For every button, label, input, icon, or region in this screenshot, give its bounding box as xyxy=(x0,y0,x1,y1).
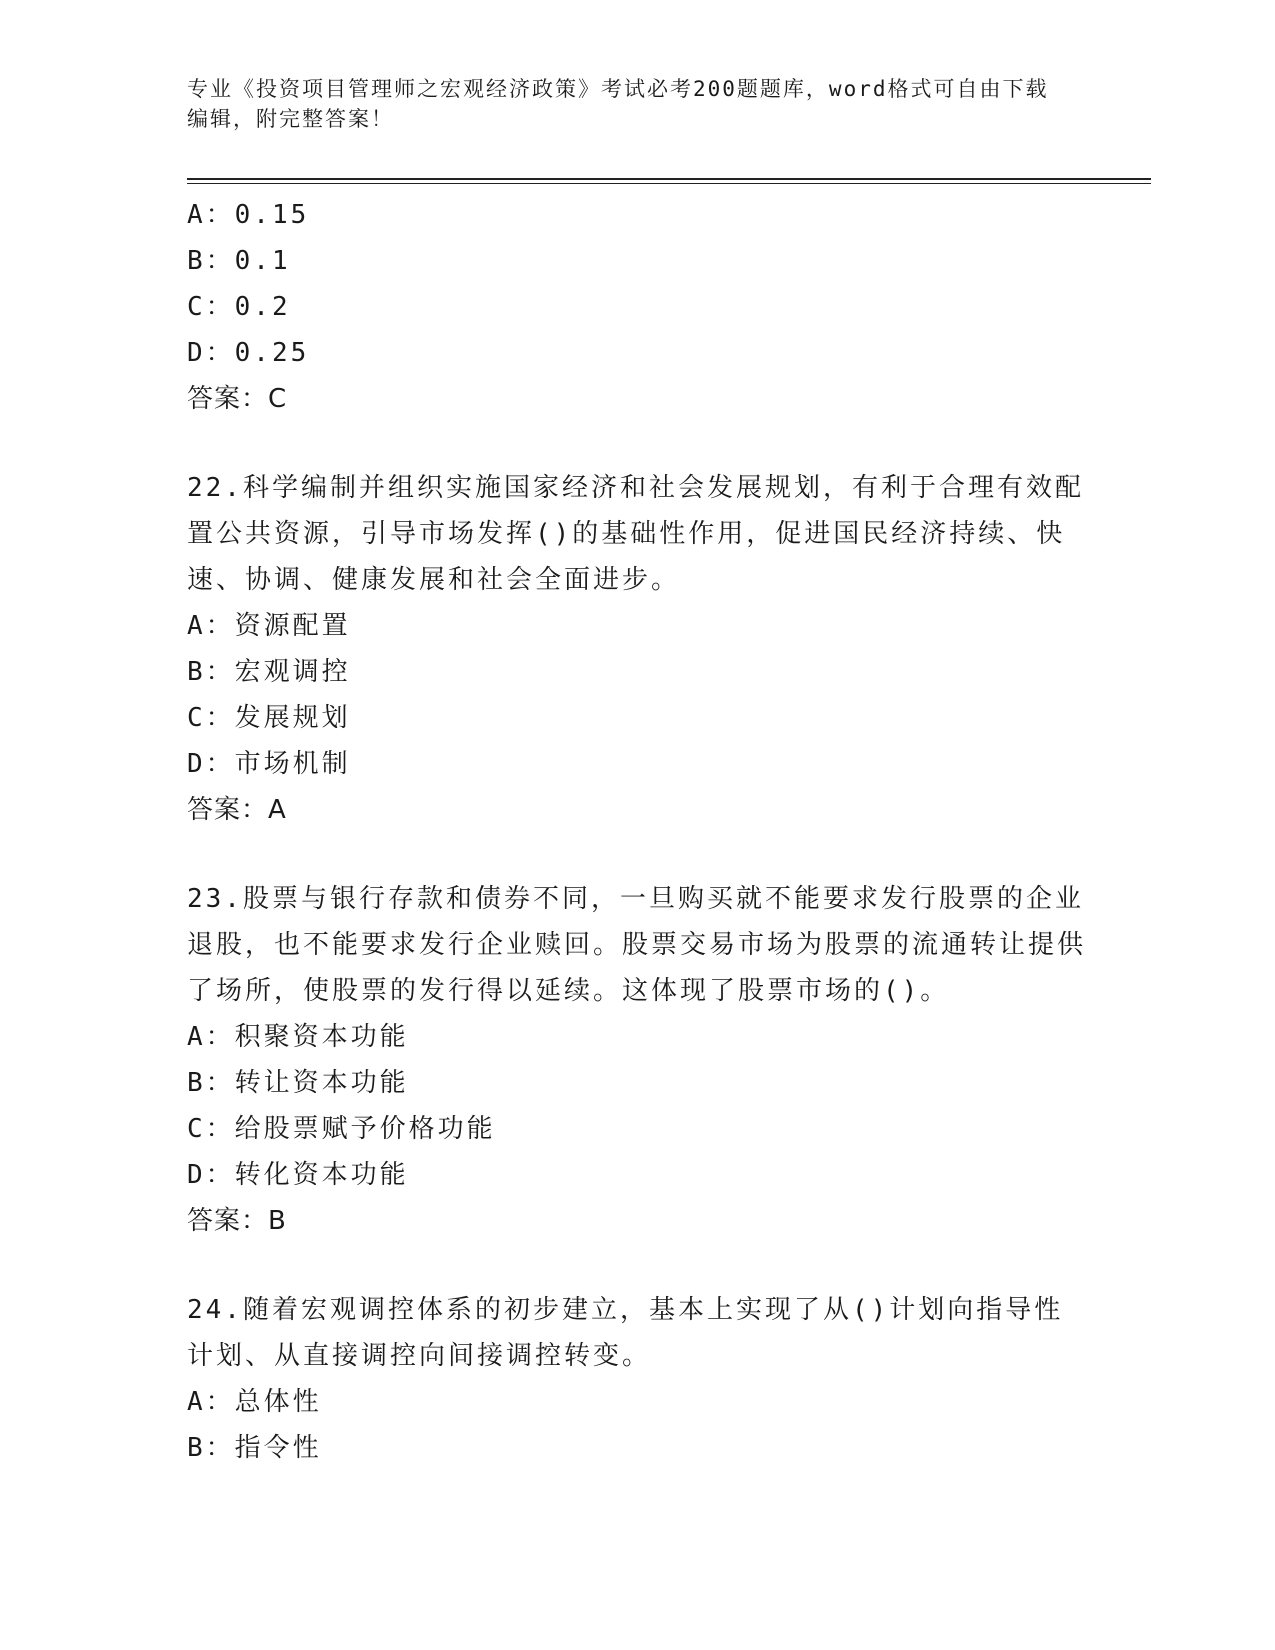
question-text: 22.科学编制并组织实施国家经济和社会发展规划，有利于合理有效配置公共资源，引导市场发挥()的基础性作用，促进国民经济持续、快速、协调、健康发展和社会全面进步。 xyxy=(187,473,1084,595)
option-c: C：0.2 xyxy=(187,292,291,322)
option-b: B：指令性 xyxy=(187,1433,322,1463)
question-23-block xyxy=(187,876,1087,1244)
question-22-block xyxy=(187,465,1087,833)
option-c: C：给股票赋予价格功能 xyxy=(187,1114,496,1144)
question-text: 23.股票与银行存款和债券不同，一旦购买就不能要求发行股票的企业退股，也不能要求发行企业赎回。股票交易市场为股票的流通转让提供了场所，使股票的发行得以延续。这体现了股票市场的()。 xyxy=(187,884,1087,1006)
option-d: D：0.25 xyxy=(187,338,310,368)
questions-content xyxy=(187,192,1087,1471)
option-d: D：市场机制 xyxy=(187,749,351,779)
option-a: A：0.15 xyxy=(187,200,310,230)
option-c: C：发展规划 xyxy=(187,703,351,733)
option-b: B：宏观调控 xyxy=(187,657,351,687)
option-d: D：转化资本功能 xyxy=(187,1160,409,1190)
option-b: B：0.1 xyxy=(187,246,291,276)
question-21-block xyxy=(187,192,1087,422)
answer-line: 答案：B xyxy=(187,1206,287,1236)
option-a: A：总体性 xyxy=(187,1387,322,1417)
page-header: 专业《投资项目管理师之宏观经济政策》考试必考200题题库，word格式可自由下载编辑，附完整答案！ xyxy=(187,77,1049,131)
option-a: A：资源配置 xyxy=(187,611,351,641)
question-text: 24.随着宏观调控体系的初步建立，基本上实现了从()计划向指导性计划、从直接调控向间接调控转变。 xyxy=(187,1295,1064,1371)
option-a: A：积聚资本功能 xyxy=(187,1022,409,1052)
answer-line: 答案：C xyxy=(187,384,288,414)
question-24-block xyxy=(187,1287,1087,1471)
header-rule-thick xyxy=(187,178,1151,180)
answer-line: 答案：A xyxy=(187,795,287,825)
header-rule-thin xyxy=(187,183,1151,184)
option-b: B：转让资本功能 xyxy=(187,1068,409,1098)
